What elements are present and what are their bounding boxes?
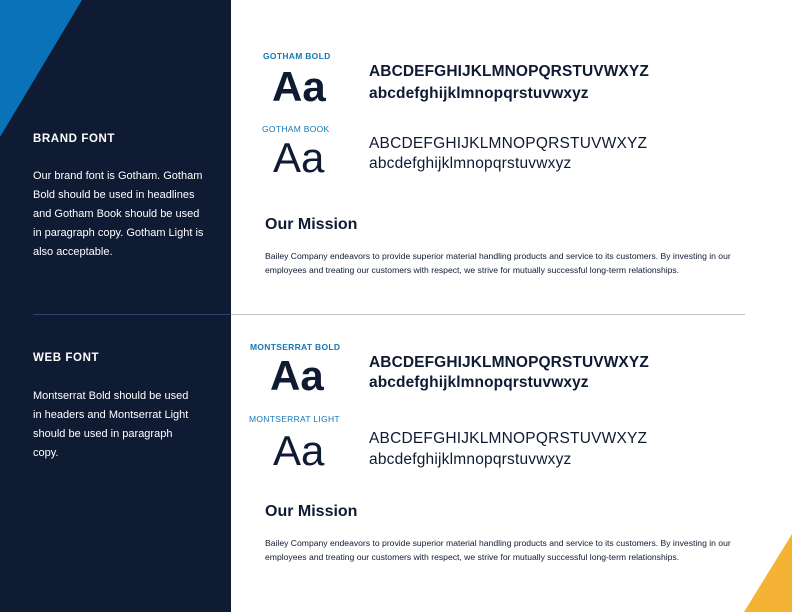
section-divider-left	[33, 314, 231, 315]
brand-font-description: Our brand font is Gotham. Gotham Bold should be used in headlines and Gotham Book should be used in paragraph copy. Gotham Light is also acceptable.	[33, 170, 204, 258]
sidebar-panel	[0, 0, 231, 612]
mission-title-gotham: Our Mission	[265, 216, 358, 233]
mission-text-montserrat: Bailey Company endeavors to provide superior material handling products and service to its customers. By investing in our employees and treating our customers with respect, we strive for mutually successful long-term relationships.	[265, 538, 731, 562]
web-font-description: Montserrat Bold should be used in headers and Montserrat Light should be used in paragraph copy.	[33, 390, 189, 459]
montserrat-bold-sample: Aa	[270, 352, 324, 399]
blue-corner-accent	[0, 0, 82, 137]
mission-text-gotham: Bailey Company endeavors to provide superior material handling products and service to its customers. By investing in our employees and treating our customers with respect, we strive for mutually successful long-term relationships.	[265, 251, 731, 275]
gotham-book-lowercase: abcdefghijklmnopqrstuvwxyz	[369, 155, 572, 172]
yellow-corner-accent	[744, 534, 792, 612]
montserrat-light-uppercase: ABCDEFGHIJKLMNOPQRSTUVWXYZ	[369, 430, 648, 447]
montserrat-light-lowercase: abcdefghijklmnopqrstuvwxyz	[369, 451, 572, 468]
montserrat-light-label: MONTSERRAT LIGHT	[249, 414, 340, 424]
gotham-bold-uppercase: ABCDEFGHIJKLMNOPQRSTUVWXYZ	[369, 63, 649, 80]
montserrat-bold-uppercase: ABCDEFGHIJKLMNOPQRSTUVWXYZ	[369, 354, 649, 371]
montserrat-bold-lowercase: abcdefghijklmnopqrstuvwxyz	[369, 374, 589, 391]
gotham-bold-label: GOTHAM BOLD	[263, 51, 331, 61]
gotham-book-sample: Aa	[273, 134, 325, 181]
gotham-bold-sample: Aa	[272, 63, 326, 110]
mission-title-montserrat: Our Mission	[265, 503, 358, 520]
brand-font-heading: BRAND FONT	[33, 133, 116, 145]
gotham-book-label: GOTHAM BOOK	[262, 124, 330, 134]
montserrat-bold-label: MONTSERRAT BOLD	[250, 342, 341, 352]
gotham-bold-lowercase: abcdefghijklmnopqrstuvwxyz	[369, 85, 589, 102]
web-font-heading: WEB FONT	[33, 352, 100, 364]
montserrat-light-sample: Aa	[273, 427, 325, 474]
gotham-book-uppercase: ABCDEFGHIJKLMNOPQRSTUVWXYZ	[369, 135, 648, 152]
